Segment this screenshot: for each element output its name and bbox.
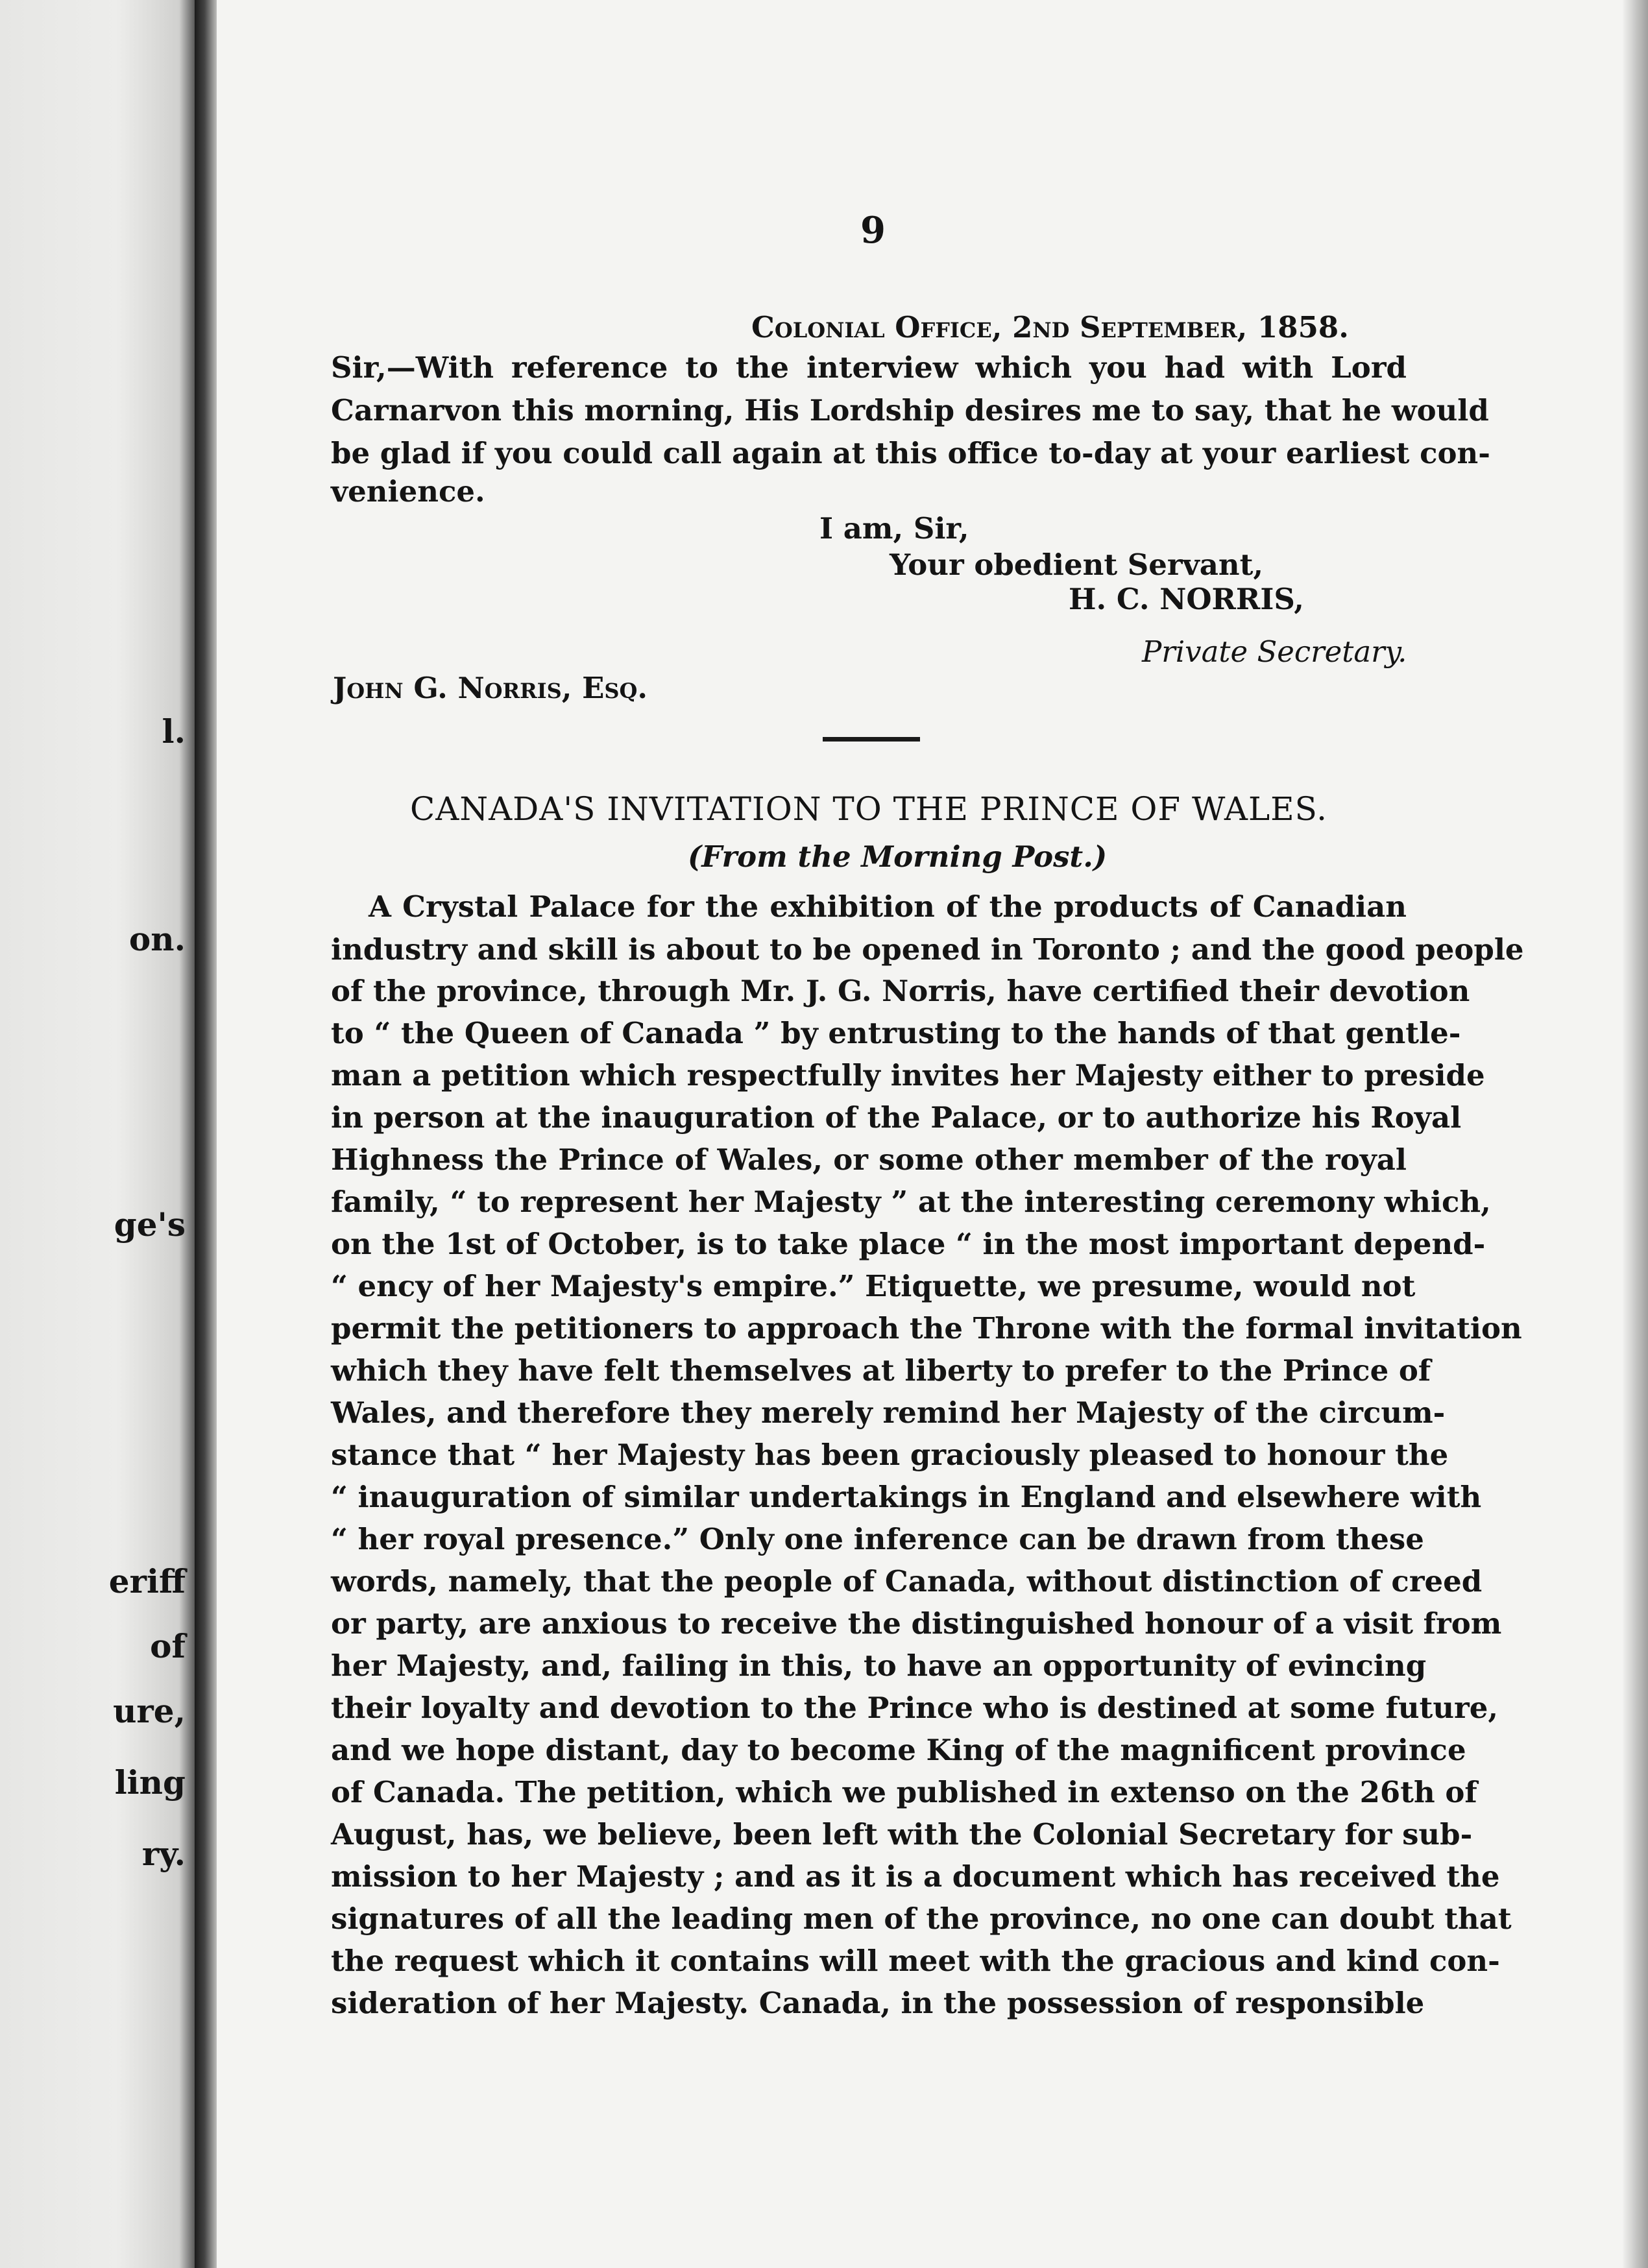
article-line: words, namely, that the people of Canada, without distinction of creed — [331, 1564, 1483, 1598]
book-gutter — [195, 0, 217, 2268]
article-line: signatures of all the leading men of the province, no one can doubt that — [331, 1901, 1512, 1936]
article-line: permit the petitioners to approach the Throne with the formal invitation — [331, 1311, 1522, 1345]
left-page-fragment: ure, — [113, 1692, 186, 1730]
article-line: of the province, through Mr. J. G. Norris, have certified their devotion — [331, 974, 1470, 1008]
letter-line: Sir,—With reference to the interview which you had with Lord — [331, 350, 1407, 385]
article-line: in person at the inauguration of the Palace, or to authorize his Royal — [331, 1100, 1462, 1135]
article-line: or party, are anxious to receive the distinguished honour of a visit from — [331, 1606, 1502, 1641]
article-line: their loyalty and devotion to the Prince who is destined at some future, — [331, 1691, 1499, 1725]
article-line: which they have felt themselves at liberty to prefer to the Prince of — [331, 1353, 1431, 1388]
article-line: August, has, we believe, been left with the Colonial Secretary for sub- — [331, 1817, 1473, 1852]
article-line: industry and skill is about to be opened in Toronto ; and the good people — [331, 932, 1524, 967]
left-page-fragment: ge's — [114, 1205, 186, 1244]
letter-signature: H. C. NORRIS, — [1069, 582, 1304, 616]
left-page-fragment: l. — [162, 712, 186, 751]
letter-signature-title: Private Secretary. — [1142, 634, 1407, 669]
letter-line: be glad if you could call again at this office to-day at your earliest con- — [331, 436, 1490, 470]
section-rule — [823, 737, 920, 742]
left-page-fragment: ry. — [141, 1835, 186, 1873]
article-line: the request which it contains will meet with the gracious and kind con- — [331, 1944, 1500, 1978]
article-line: Wales, and therefore they merely remind her Majesty of the circum- — [331, 1395, 1446, 1430]
article-line: “ her royal presence.” Only one inference can be drawn from these — [331, 1522, 1424, 1556]
article-line: Highness the Prince of Wales, or some other member of the royal — [331, 1142, 1407, 1177]
article-heading: CANADA'S INVITATION TO THE PRINCE OF WALES. — [409, 790, 1328, 828]
article-line: to “ the Queen of Canada ” by entrusting to the hands of that gentle- — [331, 1016, 1461, 1050]
letter-line: Carnarvon this morning, His Lordship desires me to say, that he would — [331, 393, 1489, 428]
article-line: “ inauguration of similar undertakings in England and elsewhere with — [331, 1480, 1482, 1514]
article-line: on the 1st of October, is to take place “ in the most important depend- — [331, 1227, 1486, 1261]
article-line: family, “ to represent her Majesty ” at the interesting ceremony which, — [331, 1185, 1491, 1219]
letter-closing: Your obedient Servant, — [890, 548, 1264, 582]
left-page-fragment: ling — [114, 1763, 186, 1802]
article-line: sideration of her Majesty. Canada, in the possession of responsible — [331, 1986, 1425, 2020]
letter-closing: I am, Sir, — [819, 511, 969, 546]
left-page-fragment: on. — [128, 920, 186, 958]
article-source: (From the Morning Post.) — [688, 839, 1108, 874]
article-line: her Majesty, and, failing in this, to have an opportunity of evincing — [331, 1648, 1427, 1683]
article-line: “ ency of her Majesty's empire.” Etiquette, we presume, would not — [331, 1269, 1416, 1303]
article-line: and we hope distant, day to become King of the magnificent province — [331, 1733, 1466, 1767]
article-line: stance that “ her Majesty has been graciously pleased to honour the — [331, 1438, 1449, 1472]
left-page-fragment: of — [150, 1627, 186, 1665]
adjacent-page-edge — [0, 0, 195, 2268]
article-line: man a petition which respectfully invites her Majesty either to preside — [331, 1058, 1485, 1092]
page-number: 9 — [860, 209, 886, 252]
article-line: mission to her Majesty ; and as it is a document which has received the — [331, 1859, 1500, 1894]
letter-line: venience. — [331, 474, 485, 509]
letter-addressee: John G. Norris, Esq. — [333, 671, 648, 705]
article-line: A Crystal Palace for the exhibition of the products of Canadian — [369, 889, 1407, 924]
article-line: of Canada. The petition, which we published in extenso on the 26th of — [331, 1775, 1477, 1809]
page-shadow — [1622, 0, 1648, 2268]
letter-dateline: Colonial Office, 2nd September, 1858. — [751, 310, 1349, 344]
left-page-fragment: eriff — [108, 1562, 186, 1600]
